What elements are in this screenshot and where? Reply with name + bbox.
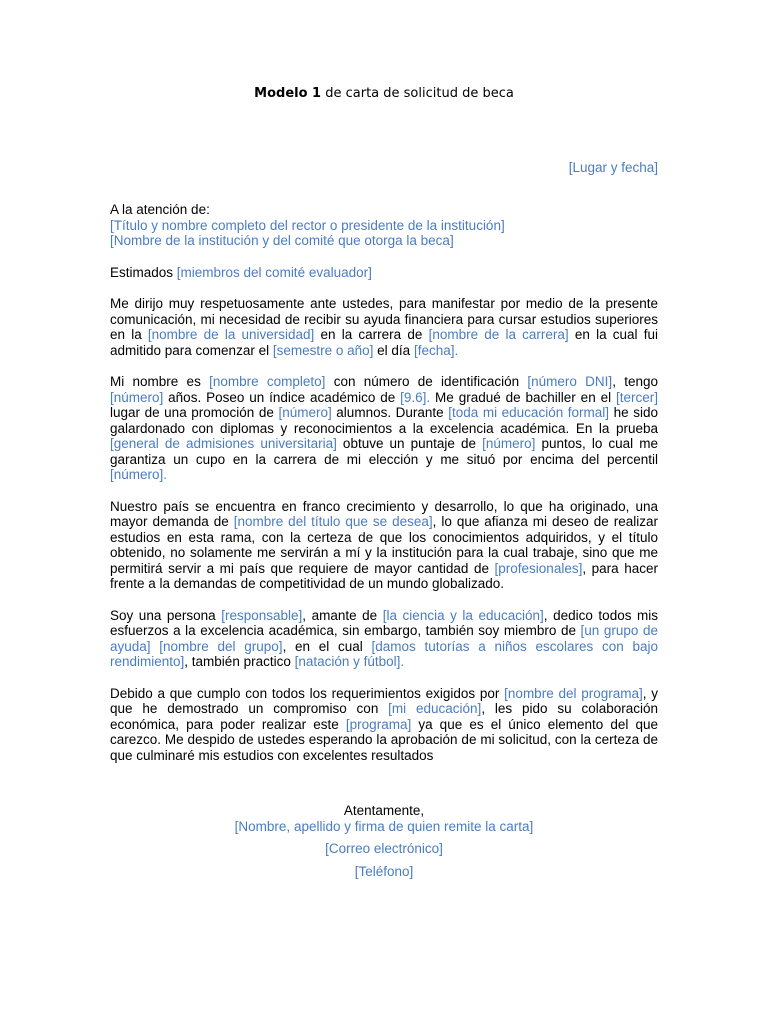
paragraph-text: Soy una persona [110, 607, 222, 623]
placeholder-text: [natación y fútbol]. [294, 654, 405, 669]
placeholder-text: [tercer] [615, 389, 658, 405]
paragraph-text: , dedico todos mis esfuerzos a la excelencia académica, sin embargo, también soy miembro de [110, 607, 658, 638]
paragraph-text: , y que he demostrado un compromiso con [110, 685, 658, 716]
placeholder-text: [nombre del programa] [504, 685, 643, 701]
body-paragraph [110, 686, 658, 764]
paragraph-text: Mi nombre es [110, 374, 210, 389]
placeholder-text: [nombre del título que se desea] [233, 514, 433, 529]
paragraph-text: , lo que afianza mi deseo de realizar estudios en esta rama, con la certeza de que los conocimientos adquiridos, y el título obtenido, no solamente me servirán a mí y la institución para la cual trabaje, sino que me permitirá servir a mi país que requiere de mayor cantidad de [110, 514, 658, 576]
sender-phone-placeholder: [Teléfono] [354, 863, 414, 879]
greeting-text: Estimados [110, 264, 177, 280]
paragraph-text: Debido a que cumplo con todos los requerimientos exigidos por [110, 685, 505, 701]
placeholder-text: [general de admisiones universitaria] [110, 436, 337, 451]
paragraph-text: el día [373, 342, 414, 358]
paragraph-text: en la cual fui admitido para comenzar el [110, 327, 658, 358]
paragraph-text: , tengo [612, 374, 658, 389]
placeholder-text: [número]. [110, 467, 168, 482]
body-paragraph [110, 296, 658, 358]
paragraph-text: , para hacer frente a la demandas de competitividad de un mundo globalizado. [110, 560, 658, 591]
place-date-placeholder: [Lugar y fecha] [568, 160, 658, 175]
placeholder-text: [la ciencia y la educación] [382, 607, 544, 623]
title-rest: de carta de solicitud de beca [321, 86, 514, 101]
placeholder-text: [nombre de la carrera] [428, 327, 569, 342]
paragraph-text: Me gradué de bachiller en el [430, 389, 616, 405]
paragraph-text: lugar de una promoción de [110, 405, 279, 420]
placeholder-text: [número] [482, 436, 536, 451]
placeholder-text: [nombre de la universidad] [147, 327, 315, 342]
paragraph-text: , también practico [184, 654, 295, 669]
placeholder-text: [número] [110, 389, 164, 405]
addressee-line-2: [Nombre de la institución y del comité que otorga la beca] [110, 233, 454, 248]
greeting [110, 265, 658, 281]
placeholder-text: [toda mi educación formal] [448, 405, 610, 420]
placeholder-text: [nombre del grupo] [159, 638, 283, 654]
paragraph-text [151, 639, 160, 654]
addressee-intro: A la atención de: [110, 202, 210, 217]
closing-block [110, 803, 658, 879]
document-title [0, 86, 768, 101]
placeholder-text: [número DNI] [527, 374, 613, 389]
paragraph-text: puntos, lo cual me garantiza un cupo en la carrera de mi elección y me situó por encima del percentil [110, 436, 659, 467]
body-paragraph [110, 608, 658, 670]
paragraph-text: ya que es el único elemento del que carezco. Me despido de ustedes esperando la aprobación de mi solicitud, con la certeza de que culminaré mis estudios con excelentes resultados [110, 716, 658, 763]
body-paragraph [110, 499, 658, 592]
placeholder-text: [profesionales] [494, 560, 583, 576]
placeholder-text: [mi educación] [388, 701, 482, 716]
placeholder-text: [número] [278, 405, 332, 420]
paragraph-text: obtuve un puntaje de [336, 436, 483, 451]
paragraph-text: Nuestro país se encuentra en franco crecimiento y desarrollo, lo que ha originado, una mayor demanda de [110, 498, 658, 529]
body-paragraphs [110, 296, 658, 763]
sender-name-placeholder: [Nombre, apellido y firma de quien remite la carta] [234, 818, 534, 834]
placeholder-text: [nombre completo] [209, 374, 326, 389]
paragraph-text: alumnos. Durante [331, 405, 449, 420]
placeholder-text: [9.6]. [400, 389, 431, 405]
closing-salutation: Atentamente, [343, 803, 425, 818]
placeholder-text: [un grupo de ayuda] [110, 623, 659, 654]
title-bold: Modelo 1 [254, 86, 322, 101]
addressee-line-1: [Título y nombre completo del rector o presidente de la institución] [110, 217, 505, 233]
placeholder-text: [semestre o año] [272, 342, 374, 358]
paragraph-text: Me dirijo muy respetuosamente ante ustedes, para manifestar por medio de la presente comunicación, mi necesidad de recibir su ayuda financiera para cursar estudios superiores en la [110, 296, 658, 342]
addressee-block [110, 202, 658, 249]
paragraph-text: con número de identificación [325, 374, 528, 389]
letter-body [110, 202, 658, 779]
paragraph-text: en la carrera de [314, 327, 429, 342]
paragraph-text: , en el cual [282, 638, 372, 654]
placeholder-text: [responsable] [221, 607, 303, 623]
placeholder-text: [programa] [345, 716, 412, 732]
paragraph-text: he sido galardonado con diplomas y reconocimientos a la excelencia académica. En la prueba [110, 405, 658, 436]
paragraph-text: , amante de [302, 607, 383, 623]
body-paragraph [110, 374, 658, 483]
paragraph-text: , les pido su colaboración económica, para poder realizar este [110, 701, 659, 732]
paragraph-text: años. Poseo un índice académico de [163, 389, 401, 405]
greeting-placeholder: [miembros del comité evaluador] [176, 264, 372, 280]
sender-email-placeholder: [Correo electrónico] [325, 841, 443, 856]
placeholder-text: [fecha]. [413, 342, 459, 358]
placeholder-text: [damos tutorías a niños escolares con bajo rendimiento] [110, 638, 658, 669]
